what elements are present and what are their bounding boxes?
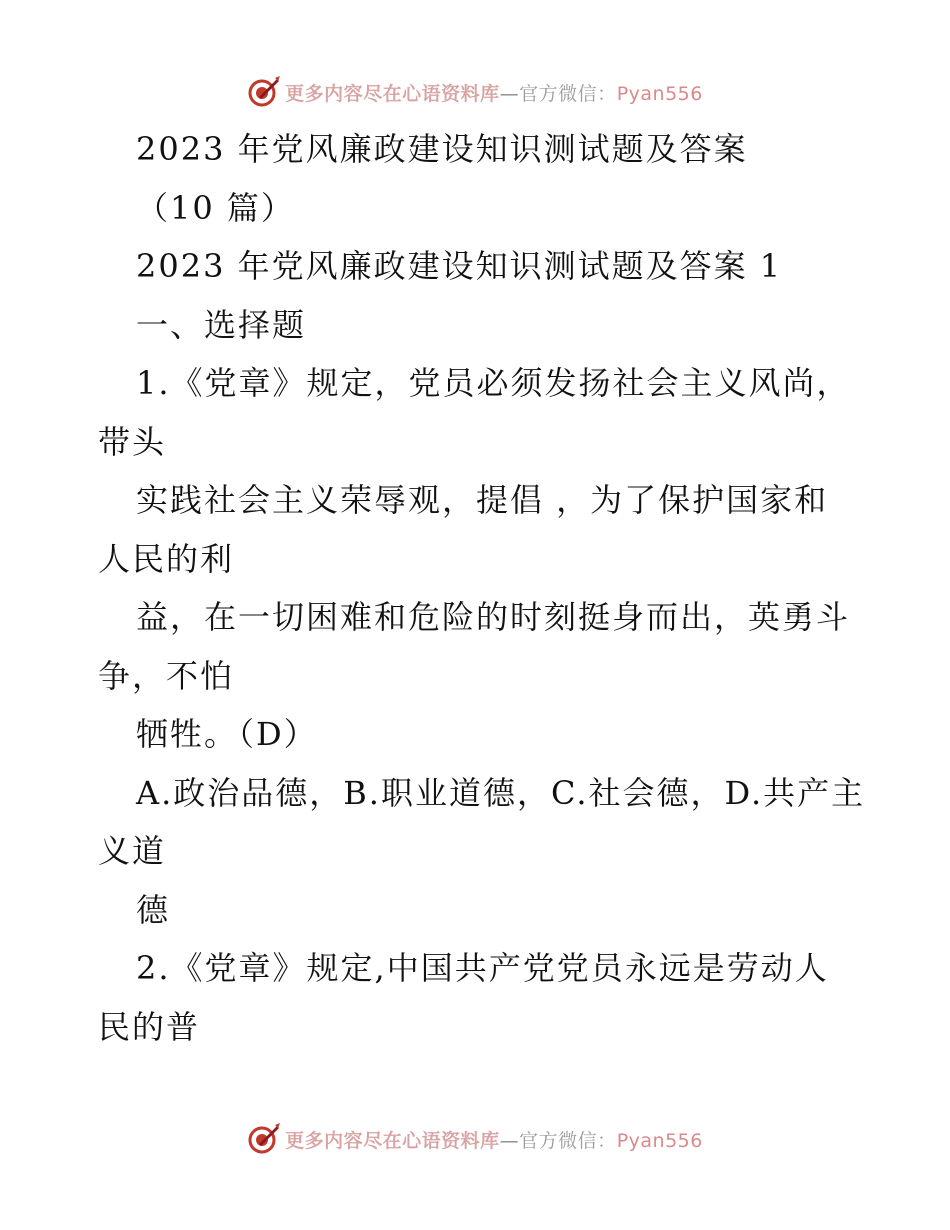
options-line: A.政治品德，B.职业道德，C.社会德，D.共产主 <box>136 773 866 812</box>
document-title: 2023 年党风廉政建设知识测试题及答案 <box>136 130 748 168</box>
footer-separator: — <box>499 1129 520 1152</box>
question-line: 1.《党章》规定，党员必须发扬社会主义风尚， <box>136 364 851 402</box>
document-title-count: （10 篇） <box>136 188 295 227</box>
question-line: 2.《党章》规定,中国共产党党员永远是劳动人 <box>136 949 829 987</box>
quill-pen-seal-icon <box>247 1122 281 1156</box>
options-line: 德 <box>136 890 171 929</box>
question-line: 带头 <box>98 422 167 461</box>
header-wechat-label: 官方微信： <box>519 82 617 105</box>
footer-wechat-label: 官方微信： <box>519 1129 617 1152</box>
header-watermark-banner <box>0 72 950 112</box>
header-separator: — <box>499 82 520 105</box>
header-wechat-id: Pyan556 <box>616 82 703 105</box>
quill-pen-seal-icon <box>247 75 281 109</box>
header-site-name: 更多内容尽在心语资料库 <box>285 82 500 105</box>
footer-wechat-id: Pyan556 <box>616 1129 703 1152</box>
question-line: 实践社会主义荣辱观，提倡 ，为了保护国家和 <box>136 481 829 519</box>
header-watermark-text <box>285 79 703 106</box>
question-line: 争，不怕 <box>98 656 235 695</box>
section-heading: 2023 年党风廉政建设知识测试题及答案 1 <box>136 247 783 285</box>
question-line: 人民的利 <box>98 539 235 578</box>
question-line: 益，在一切困难和危险的时刻挺身而出，英勇斗 <box>136 598 851 636</box>
subsection-heading: 一、选择题 <box>136 305 307 344</box>
question-line: 民的普 <box>98 1007 201 1046</box>
footer-watermark-banner <box>0 1119 950 1159</box>
options-line: 义道 <box>98 832 167 870</box>
footer-site-name: 更多内容尽在心语资料库 <box>285 1129 500 1152</box>
document-body <box>0 120 950 1056</box>
footer-watermark-text <box>285 1126 703 1153</box>
answer-line: 牺牲。（D） <box>136 715 318 753</box>
